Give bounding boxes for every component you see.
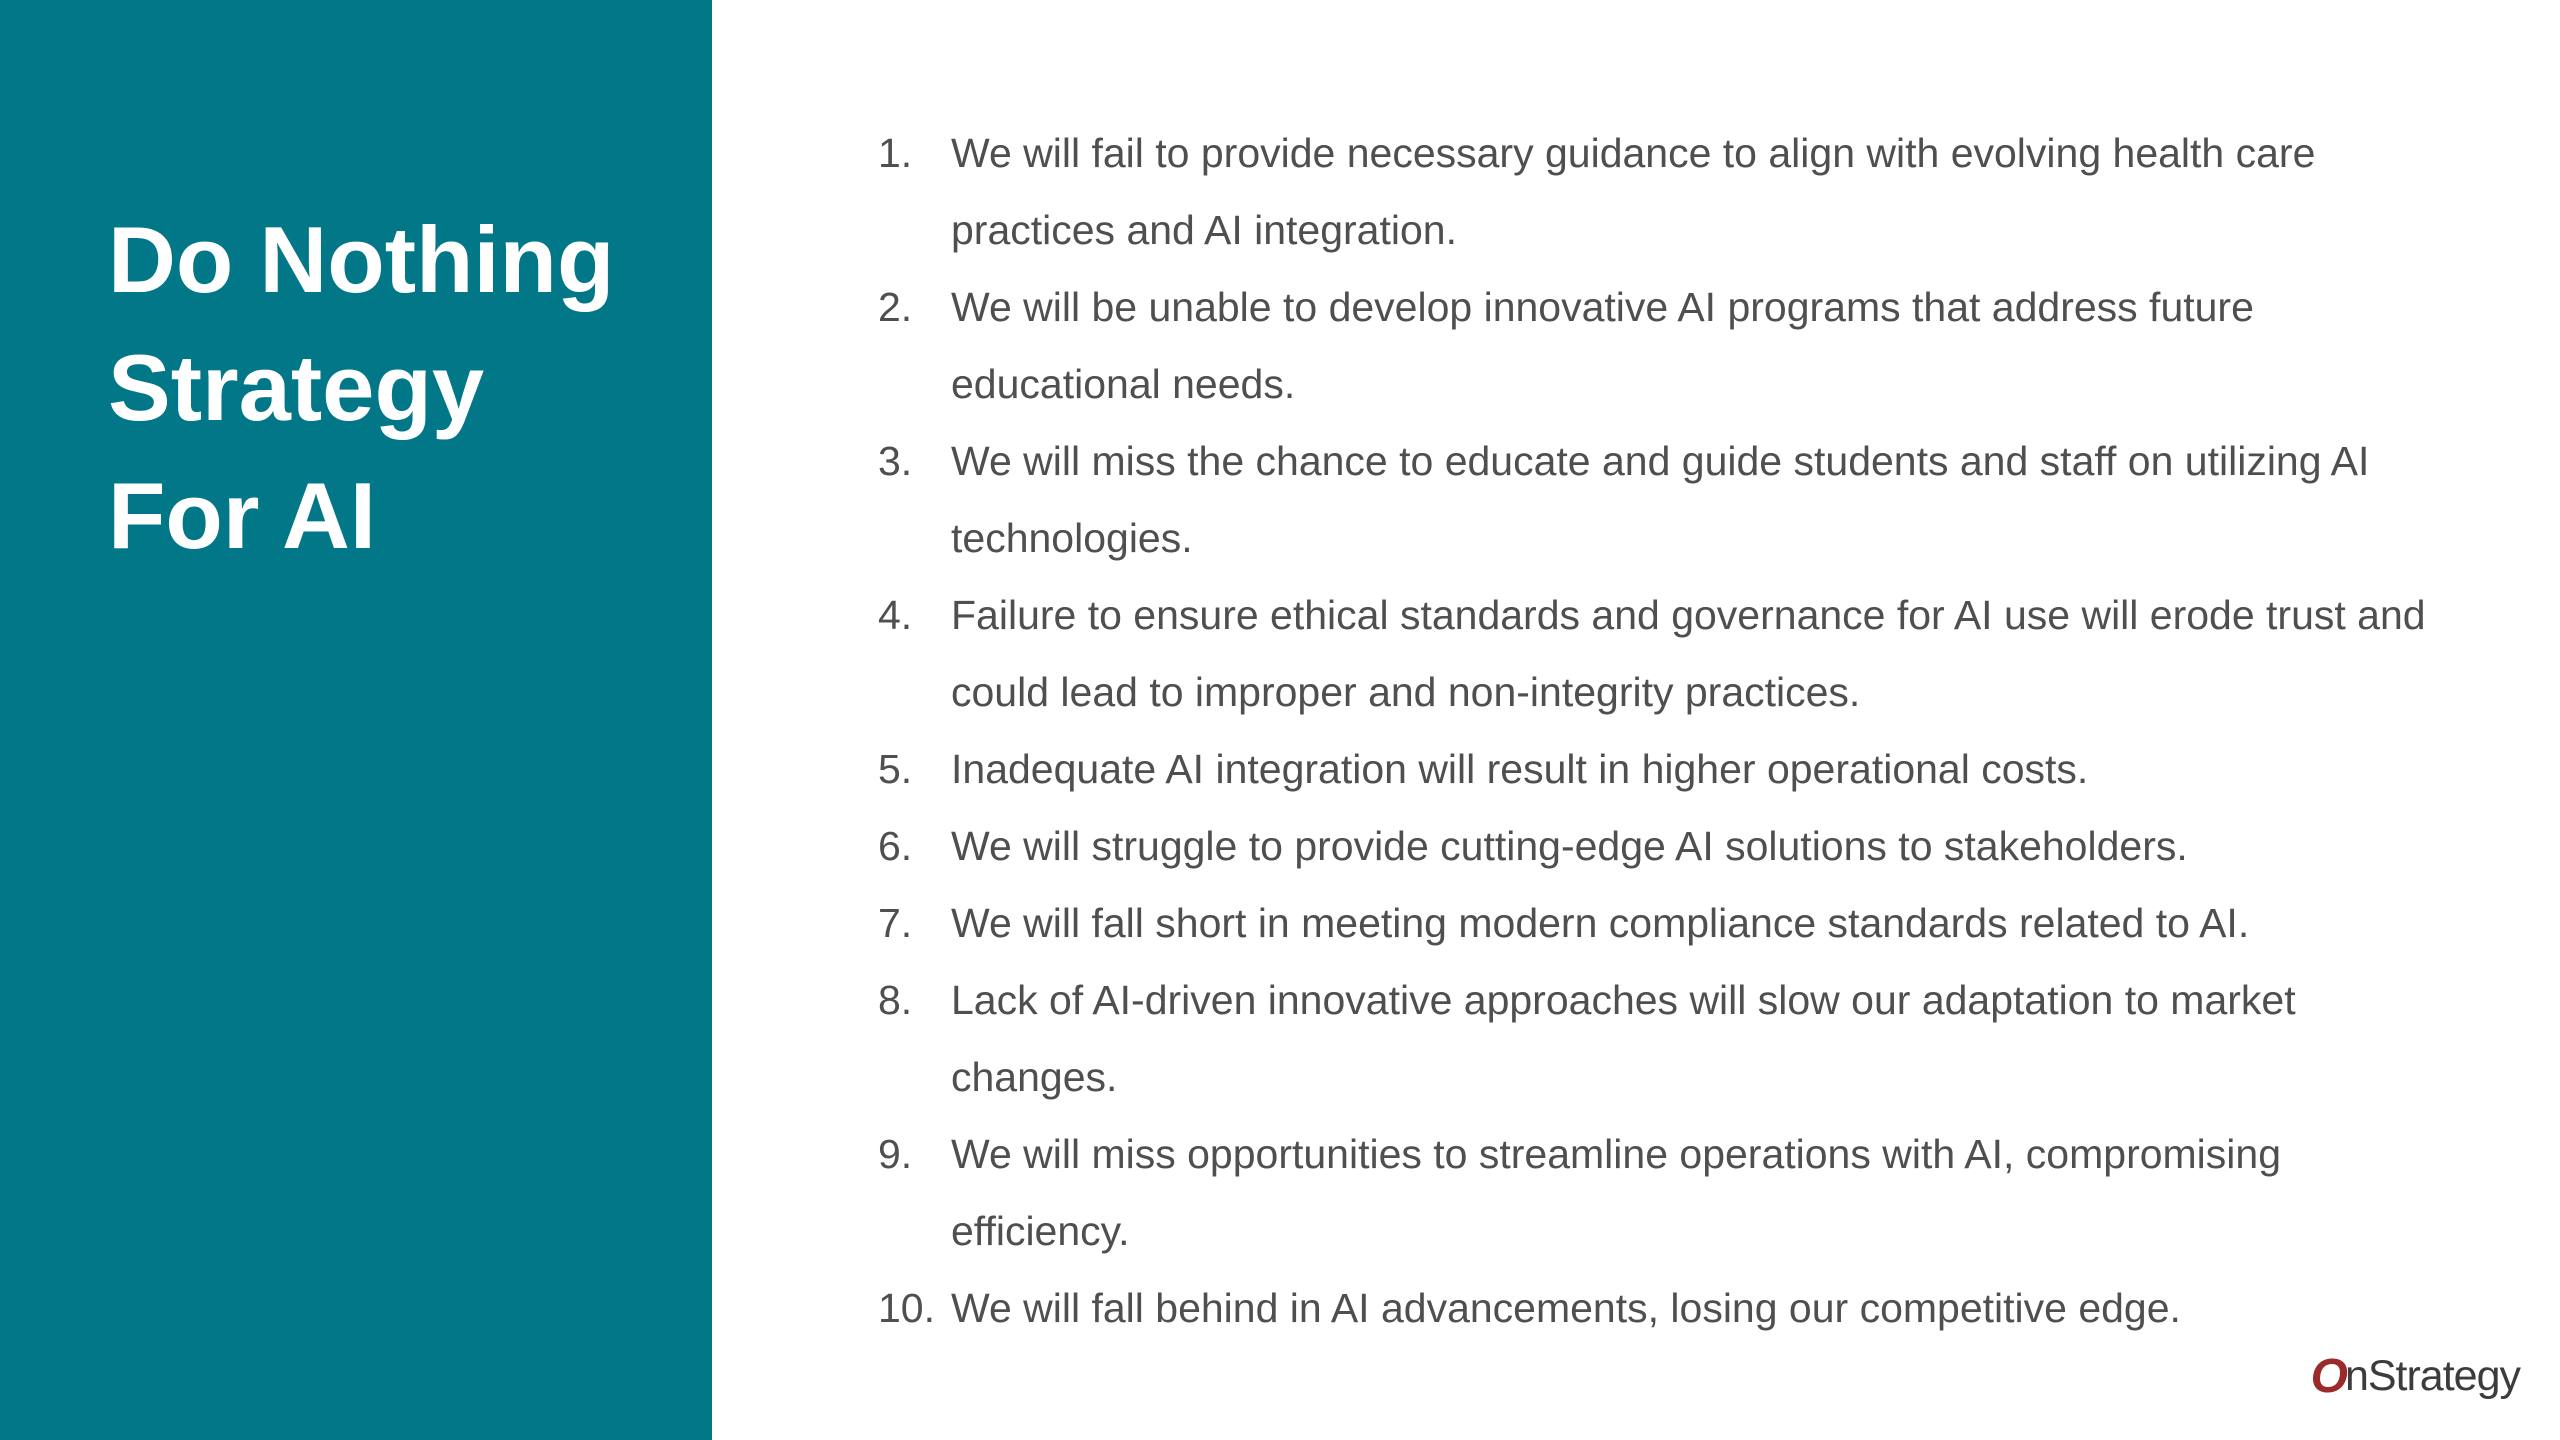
list-item <box>878 962 2438 1116</box>
list-item <box>878 1270 2438 1347</box>
item-number: 6. <box>878 823 913 869</box>
item-number: 8. <box>878 977 913 1023</box>
list-item <box>878 423 2438 577</box>
item-number: 9. <box>878 1131 913 1177</box>
list-item <box>878 885 2438 962</box>
item-text: Failure to ensure ethical standards and governance for AI use will erode trust and could lead to improper and non-integrity practices. <box>951 592 2426 715</box>
item-number: 4. <box>878 592 913 638</box>
item-text: We will miss opportunities to streamline operations with AI, compromising efficiency. <box>951 1131 2281 1254</box>
item-number: 1. <box>878 130 913 176</box>
item-number: 2. <box>878 284 913 330</box>
title-line-2: Strategy <box>108 335 485 440</box>
logo-text: nStrategy <box>2344 1351 2520 1400</box>
item-text: Lack of AI-driven innovative approaches will slow our adaptation to market changes. <box>951 977 2296 1100</box>
onstrategy-logo <box>2311 1346 2520 1406</box>
item-text: We will struggle to provide cutting-edge AI solutions to stakeholders. <box>951 823 2188 869</box>
title-line-3: For AI <box>108 463 377 568</box>
slide-title <box>108 196 688 580</box>
list-item <box>878 731 2438 808</box>
item-number: 7. <box>878 900 913 946</box>
item-text: Inadequate AI integration will result in higher operational costs. <box>951 746 2089 792</box>
item-text: We will miss the chance to educate and guide students and staff on utilizing AI technologies. <box>951 438 2370 561</box>
title-line-1: Do Nothing <box>108 207 615 312</box>
list-item <box>878 808 2438 885</box>
item-text: We will fall behind in AI advancements, losing our competitive edge. <box>951 1285 2181 1331</box>
list-item <box>878 269 2438 423</box>
item-number: 10. <box>878 1285 935 1331</box>
item-number: 3. <box>878 438 913 484</box>
item-text: We will fail to provide necessary guidance to align with evolving health care practices and AI integration. <box>951 130 2316 253</box>
item-text: We will fall short in meeting modern compliance standards related to AI. <box>951 900 2250 946</box>
left-panel <box>0 0 712 1440</box>
consequence-list <box>878 115 2438 1347</box>
logo-mark: O <box>2310 1349 2347 1403</box>
list-item <box>878 1116 2438 1270</box>
item-text: We will be unable to develop innovative AI programs that address future educational needs. <box>951 284 2254 407</box>
list-item <box>878 115 2438 269</box>
item-number: 5. <box>878 746 913 792</box>
list-item <box>878 577 2438 731</box>
